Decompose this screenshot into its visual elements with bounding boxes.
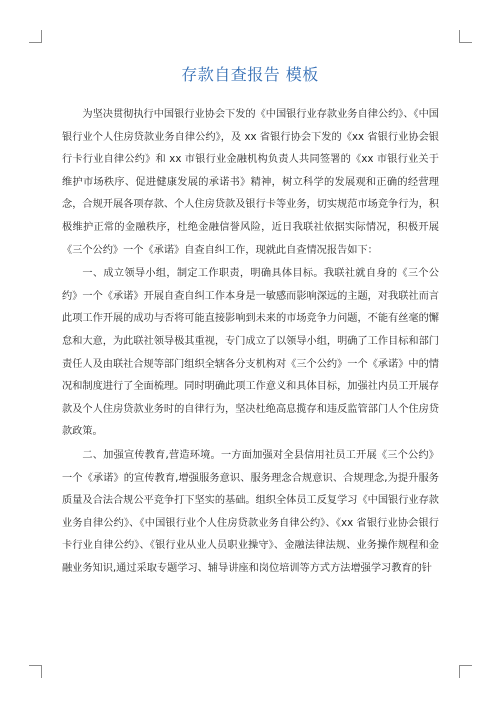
document-body bbox=[62, 104, 439, 580]
document-title: 存款自查报告 模板 bbox=[181, 65, 319, 84]
crop-mark-bottom-right bbox=[459, 665, 472, 678]
paragraph-section-1: 一、成立领导小组，制定工作职责，明确具体目标。我联社就自身的《三个公约》一个《承诺》开展自查自纠工作本身是一敏感而影响深远的主题，对我联社而言此项工作开展的成功与否将可能直接影响到未来的市场竞争力问题，不能有丝毫的懈怠和大意，为此联社领导极其重视，专门成立了以领导小组，明确了工作目标和部门责任人及由联社合规等部门组织全辖各分支机构对《三个公约》一个《承诺》中的情况和制度进行了全面梳理。同时明确此项工作意义和具体目标，加强社内员工开展存款及个人住房贷款业务时的自律行为，坚决杜绝高息揽存和违反监管部门人个住房贷款政策。 bbox=[62, 268, 439, 438]
crop-mark-top-left bbox=[29, 30, 42, 43]
crop-mark-bottom-left bbox=[29, 665, 42, 678]
paragraph-section-2: 二、加强宣传教育,营造环境。一方面加强对全县信用社员工开展《三个公约》一个《承诺》的宣传教育,增强服务意识、服务理念合规意识、合规理念,为提升服务质量及合法合规公平竞争打下坚实的基础。组织全体员工反复学习《中国银行业存款业务自律公约》、《中国银行业个人住房贷款业务自律公约》、《xx 省银行业协会银行卡行业自律公约》、《银行业从业人员职业操守》、金融法律法规、业务操作规程和金融业务知识,通过采取专题学习、辅导讲座和岗位培训等方式方法增强学习教育的针 bbox=[62, 449, 439, 574]
crop-mark-top-right bbox=[459, 30, 472, 43]
paragraph-intro: 为坚决贯彻执行中国银行业协会下发的《中国银行业存款业务自律公约》、《中国银行业个人住房贷款业务自律公约》，及 xx 省银行协会下发的《xx 省银行业协会银行卡行业自律公约》和 xx 市银行业金融机构负责人共同签署的《xx 市银行业关于维护市场秩序、促进健康发展的承诺书》精神，树立科学的发展观和正确的经营理念，合规开展各项存款、个人住房贷款及银行卡等业务，切实规范市场竞争行为，积极维护正常的金融秩序，杜绝金融信誉风险，近日我联社依据实际情况，积极开展《三个公约》一个《承诺》自查自纠工作，现就此自查情况报告如下： bbox=[62, 109, 439, 256]
